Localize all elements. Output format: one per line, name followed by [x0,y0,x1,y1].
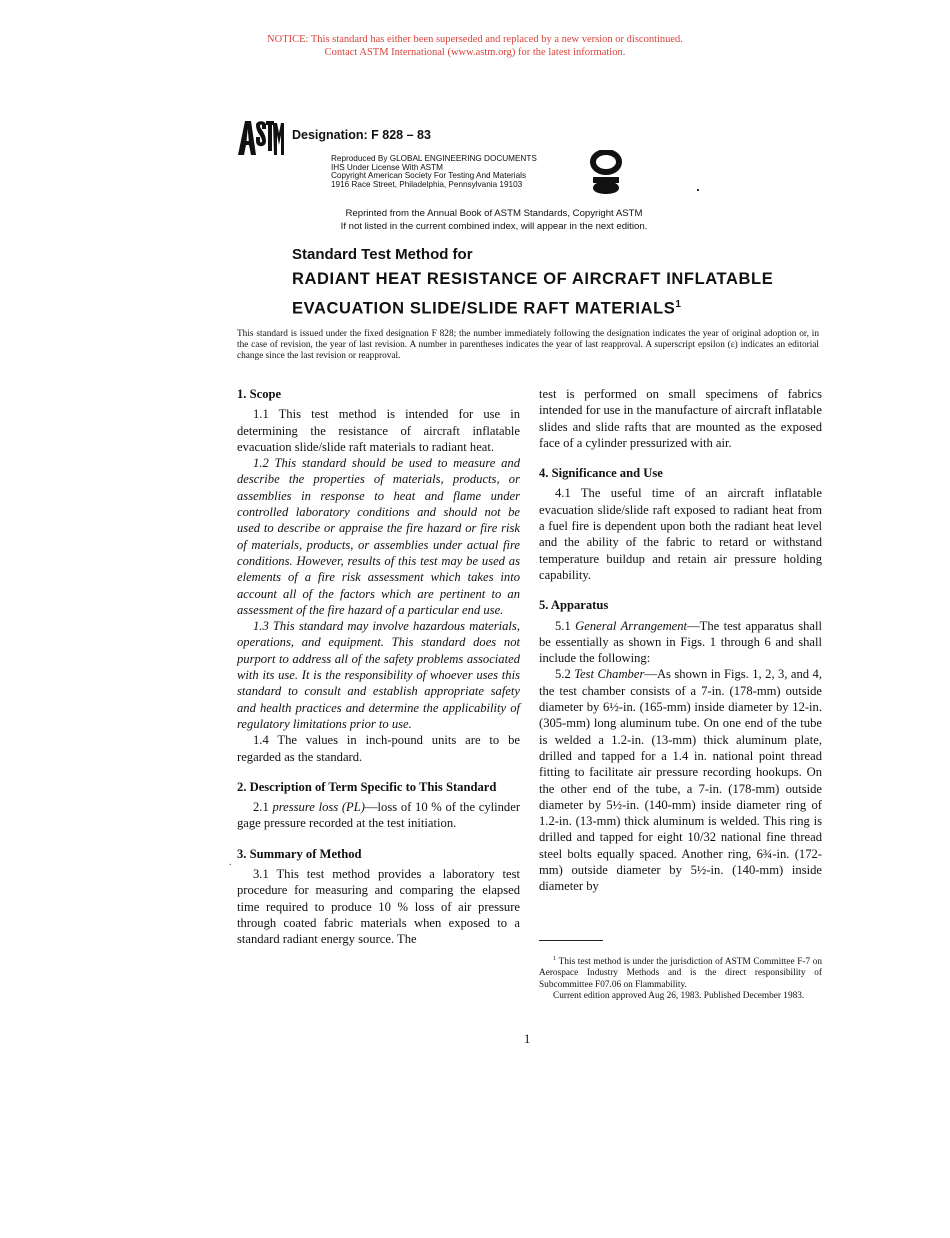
reproduced-line: 1916 Race Street, Philadelphia, Pennsylvania 19103 [331,179,523,189]
paragraph-1-4: 1.4 The values in inch-pound units are to be regarded as the standard. [237,733,520,764]
reprinted-line: If not listed in the current combined index, will appear in the next edition. [340,221,648,232]
paragraph-2-1-number: 2.1 [253,800,273,815]
paragraph-2-1-term: pressure loss (PL) [272,800,365,815]
paragraph-5-2-number: 5.2 [555,667,575,682]
paragraph-5-2-term: Test Chamber [574,667,645,682]
section-heading-significance: 4. Significance and Use [539,466,663,481]
title-line-2 [292,292,773,322]
reproduced-line: IHS Under License With ASTM [331,162,443,172]
section-heading-scope: 1. Scope [237,387,282,401]
paragraph-2-1 [237,799,520,832]
notice-line-1: NOTICE: This standard has either been superseded and replaced by a new version or discontinued. [267,34,683,45]
astm-logo-icon [236,115,284,159]
right-column [539,386,822,895]
paragraph-1-3-text: 1.3 This standard may involve hazardous materials, operations, and equipment. This standard does not purport to address all of the safety problems associated with its use. It is the responsibility of whoever uses this standard to consult and establish appropriate safety and health practices and determine the applicability of regulatory limitations prior to use. [237,619,520,731]
footnote-1-text: This test method is under the jurisdiction of ASTM Committee F-7 on Aerospace Industry Methods and is the direct responsibility of Subcommittee F07.06 on Flammability. [539,957,823,990]
notice-line-2: Contact ASTM International (www.astm.org) for the latest information. [324,47,626,58]
reprint-mark-icon [588,150,624,196]
paragraph-5-1-rest: —The test apparatus shall be essentially as shown in Figs. 1 through 6 and shall include the following: [539,618,822,666]
paragraph-1-2 [237,455,520,618]
reprinted-note [0,207,950,233]
paragraph-1-1: 1.1 This test method is intended for use in determining the resistance of aircraft inflatable evacuation slide/slide raft materials to radiant heat. [237,407,520,454]
margin-mark: . [229,857,232,868]
title-footnote-mark: 1 [675,299,682,310]
paragraph-5-1 [539,618,822,667]
footnotes [539,953,822,1002]
page-number: 1 [524,1032,531,1046]
reproduced-line: Copyright American Society For Testing And Materials [331,171,527,181]
footnote-2: Current edition approved Aug 26, 1983. Published December 1983. [553,990,805,1001]
footnote-1 [539,953,822,991]
document-kind: Standard Test Method for [292,246,473,263]
paragraph-5-2-rest: —As shown in Figs. 1, 2, 3, and 4, the test chamber consists of a 7-in. (178-mm) outside diameter by 6½-in. (165-mm) inside diameter by 12-in. (305-mm) long aluminum tube. On one end of the tube is welded a 1.2-in. (13-mm) thick aluminum plate, drilled and tapped for a 1.4 in. national point thread fitting to facilitate air pressure recording hookups. On the other end of the tube, a 7-in. (178-mm) outside diameter by 5½-in. (140-mm) inside diameter ring of 1.2-in. (13-mm) thick aluminum is welded. This ring is drilled and tapped for eight 10/32 national fine thread steel bolts equally spaced. Another ring, 6¾-in. (172-mm) outside diameter by 5½-in. (140-mm) inside diameter by [539,667,822,894]
paragraph-3-1: 3.1 This test method provides a laboratory test procedure for measuring and comparing the elapsed time required to produce 10 % loss of air pressure through coated fabric materials when exposed to a standard radiant energy source. The [237,867,520,947]
reprinted-line: Reprinted from the Annual Book of ASTM Standards, Copyright ASTM [345,208,643,219]
superseded-notice [0,33,950,59]
title-line-2-text: EVACUATION SLIDE/SLIDE RAFT MATERIALS [292,299,676,318]
paragraph-2-1-rest: —loss of 10 % of the cylinder gage pressure recorded at the test initiation. [237,800,521,831]
paragraph-1-2-text: 1.2 This standard should be used to measure and describe the properties of materials, products, or assemblies in response to heat and flame under controlled laboratory conditions and should not be used to describe or appraise the fire hazard or fire risk of materials, products, or assemblies under actual fire conditions. However, results of this test may be used as elements of a fire risk assessment which takes into account all of the factors which are pertinent to an assessment of the fire hazard of a particular end use. [237,456,520,617]
paragraph-1-3 [237,618,520,732]
footnote-1-mark: 1 [553,955,557,962]
designation: Designation: F 828 – 83 [292,128,431,142]
section-heading-summary: 3. Summary of Method [237,846,362,861]
paragraph-5-1-term: General Arrangement [575,618,688,633]
paragraph-5-2 [539,666,822,894]
paragraph-5-1-number: 5.1 [555,618,576,633]
left-column [237,386,520,948]
footnote-divider [539,940,603,941]
title-line-1: RADIANT HEAT RESISTANCE OF AIRCRAFT INFLATABLE [292,270,774,288]
reproduced-by-block [331,155,537,189]
section-heading-terms: 2. Description of Term Specific to This Standard [237,779,497,794]
stray-dot [697,189,699,191]
document-title [292,267,773,322]
reproduced-line: Reproduced By GLOBAL ENGINEERING DOCUMENTS [331,154,537,163]
paragraph-3-1-continued: test is performed on small specimens of fabrics intended for use in the manufacture of aircraft inflatable slides and slide rafts that are mounted as the exposed face of a cylinder pressurized with air. [539,387,822,450]
section-heading-apparatus: 5. Apparatus [539,598,609,613]
issued-note: This standard is issued under the fixed designation F 828; the number immediately following the designation indicates the year of original adoption or, in the case of revision, the year of last revision. A number in parentheses indicates the year of last reapproval. A superscript epsilon (ε) indicates an editorial change since the last revision or reapproval. [237,329,819,361]
paragraph-4-1: 4.1 The useful time of an aircraft inflatable evacuation slide/slide raft exposed to radiant heat from a fuel fire is dependent upon both the radiant heat level and the ability of the fabric to retard or withstand temperature buildup and retain air pressure holding capability. [539,486,822,582]
